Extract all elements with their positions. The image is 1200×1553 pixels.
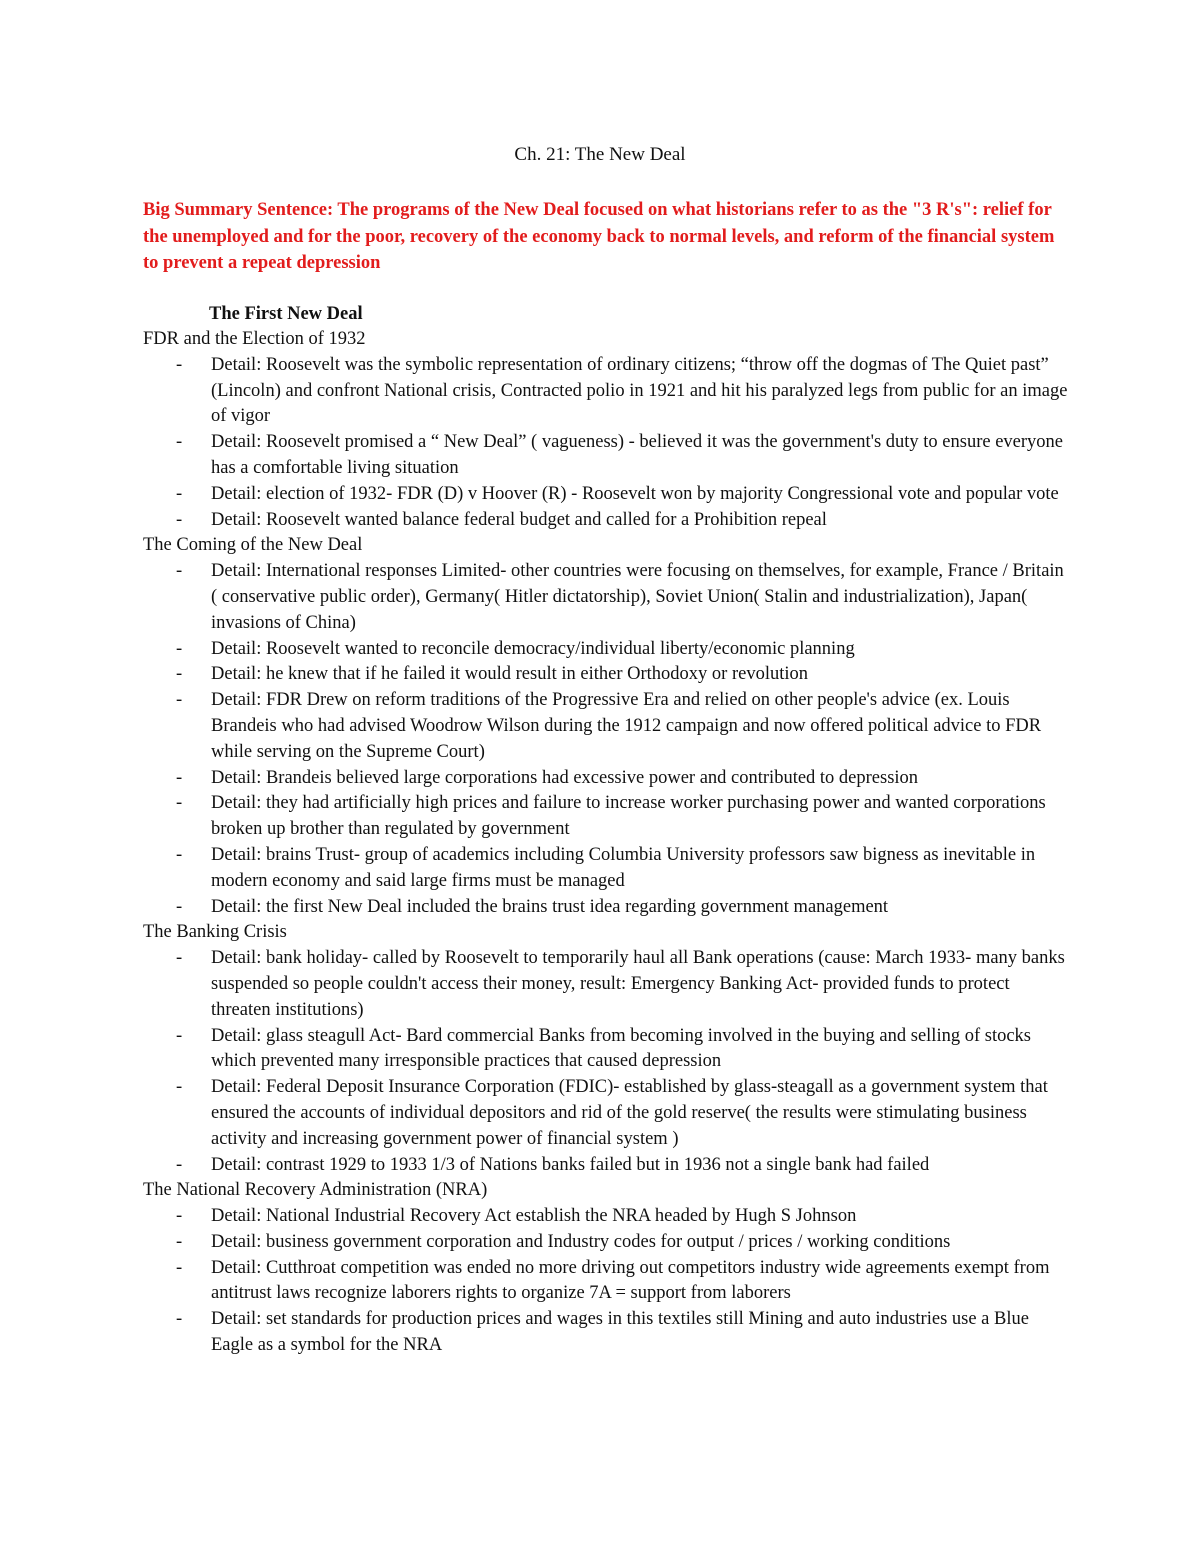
notes-content (143, 301, 1073, 1359)
sections-container (143, 327, 1073, 1359)
list-item (143, 895, 1073, 921)
section-title: The National Recovery Administration (NRA) (143, 1180, 488, 1201)
dash-bullet: - (176, 690, 183, 711)
detail-text: Detail: National Industrial Recovery Act establish the NRA headed by Hugh S Johnson (211, 1206, 857, 1227)
section-block (143, 920, 1073, 1178)
dash-bullet: - (176, 1309, 183, 1330)
list-item (143, 1204, 1073, 1230)
section-block (143, 327, 1073, 533)
section-title: FDR and the Election of 1932 (143, 329, 366, 349)
detail-text: Detail: Roosevelt wanted to reconcile democracy/individual liberty/economic planning (211, 638, 855, 659)
detail-text: Detail: glass steagull Act- Bard commercial Banks from becoming involved in the buying and selling of stocks which prevented many irresponsible practices that caused depression (211, 1025, 1031, 1072)
detail-text: Detail: Cutthroat competition was ended no more driving out competitors industry wide agreements exempt from antitrust laws recognize laborers rights to organize 7A = support from laborers (211, 1257, 1050, 1304)
detail-text: Detail: brains Trust- group of academics including Columbia University professors saw bigness as inevitable in modern economy and said large firms must be managed (211, 844, 1036, 891)
dash-bullet: - (176, 509, 183, 530)
detail-text: Detail: the first New Deal included the brains trust idea regarding government management (211, 896, 889, 917)
dash-bullet: - (176, 948, 183, 969)
detail-text: Detail: election of 1932- FDR (D) v Hoover (R) - Roosevelt won by majority Congressional vote and popular vote (211, 483, 1059, 504)
list-item (143, 353, 1073, 430)
detail-list (143, 1204, 1073, 1359)
detail-list (143, 353, 1073, 534)
list-item (143, 482, 1073, 508)
list-item (143, 637, 1073, 663)
list-item (143, 791, 1073, 843)
dash-bullet: - (176, 664, 183, 685)
detail-text: Detail: set standards for production prices and wages in this textiles still Mining and auto industries use a Blue Eagle as a symbol for the NRA (211, 1309, 1029, 1356)
detail-text: Detail: contrast 1929 to 1933 1/3 of Nations banks failed but in 1936 not a single bank had failed (211, 1154, 930, 1175)
summary-sentence: Big Summary Sentence: The programs of the New Deal focused on what historians refer to as the "3 R's": relief for the unemployed and for the poor, recovery of the economy back to normal levels, and reform of the financial system to prevent a repeat depression (143, 200, 1055, 273)
dash-bullet: - (176, 1257, 183, 1278)
dash-bullet: - (176, 1077, 183, 1098)
list-item (143, 766, 1073, 792)
dash-bullet: - (176, 767, 183, 788)
list-item (143, 1024, 1073, 1076)
dash-bullet: - (176, 1231, 183, 1252)
dash-bullet: - (176, 354, 183, 375)
list-item (143, 688, 1073, 765)
list-item (143, 1153, 1073, 1179)
detail-text: Detail: Brandeis believed large corporations had excessive power and contributed to depression (211, 767, 919, 788)
dash-bullet: - (176, 1206, 183, 1227)
page-title: Ch. 21: The New Deal (514, 144, 686, 165)
section-block (143, 1178, 1073, 1359)
detail-text: Detail: business government corporation and Industry codes for output / prices / working conditions (211, 1231, 951, 1252)
detail-text: Detail: bank holiday- called by Roosevelt to temporarily haul all Bank operations (cause: March 1933- many banks suspended so people couldn't access their money, result: Emergency Banking Act- provided funds to protect threaten institutions) (211, 948, 1065, 1020)
section-title: The Coming of the New Deal (143, 535, 363, 556)
detail-text: Detail: FDR Drew on reform traditions of the Progressive Era and relied on other people's advice (ex. Louis Brandeis who had advised Woodrow Wilson during the 1912 campaign and now offered political advice to FDR while serving on the Supreme Court) (211, 690, 1042, 762)
section-block (143, 533, 1073, 920)
list-item (143, 1230, 1073, 1256)
list-item (143, 662, 1073, 688)
list-item (143, 430, 1073, 482)
detail-text: Detail: they had artificially high prices and failure to increase worker purchasing power and wanted corporations broken up brother than regulated by government (211, 793, 1046, 840)
detail-text: Detail: International responses Limited- other countries were focusing on themselves, for example, France / Britain ( conservative public order), Germany( Hitler dictatorship), Soviet Union( Stalin and industrialization), Japan( invasions of China) (211, 561, 1064, 633)
dash-bullet: - (176, 638, 183, 659)
list-item (143, 508, 1073, 534)
list-item (143, 843, 1073, 895)
dash-bullet: - (176, 1025, 183, 1046)
detail-text: Detail: Roosevelt was the symbolic representation of ordinary citizens; “throw off the dogmas of The Quiet past” (Lincoln) and confront National crisis, Contracted polio in 1921 and hit his paralyzed legs from public for an image of vigor (211, 354, 1068, 427)
detail-text: Detail: Roosevelt promised a “ New Deal” ( vagueness) - believed it was the government's duty to ensure everyone has a comfortable living situation (211, 432, 1064, 478)
dash-bullet: - (176, 1154, 183, 1175)
dash-bullet: - (176, 432, 183, 453)
list-item (143, 559, 1073, 636)
detail-list (143, 946, 1073, 1178)
list-item (143, 1307, 1073, 1359)
dash-bullet: - (176, 483, 183, 504)
list-item (143, 1075, 1073, 1152)
dash-bullet: - (176, 561, 183, 582)
detail-list (143, 559, 1073, 920)
detail-text: Detail: Roosevelt wanted balance federal budget and called for a Prohibition repeal (211, 509, 827, 530)
part-heading: The First New Deal (209, 304, 363, 324)
detail-text: Detail: Federal Deposit Insurance Corporation (FDIC)- established by glass-steagall as a government system that ensured the accounts of individual depositors and rid of the gold reserve( the results were stimulating business activity and increasing government power of financial system ) (211, 1077, 1048, 1149)
dash-bullet: - (176, 896, 183, 917)
list-item (143, 1256, 1073, 1308)
list-item (143, 946, 1073, 1023)
section-title: The Banking Crisis (143, 922, 287, 943)
detail-text: Detail: he knew that if he failed it would result in either Orthodoxy or revolution (211, 664, 808, 685)
dash-bullet: - (176, 793, 183, 814)
dash-bullet: - (176, 844, 183, 865)
